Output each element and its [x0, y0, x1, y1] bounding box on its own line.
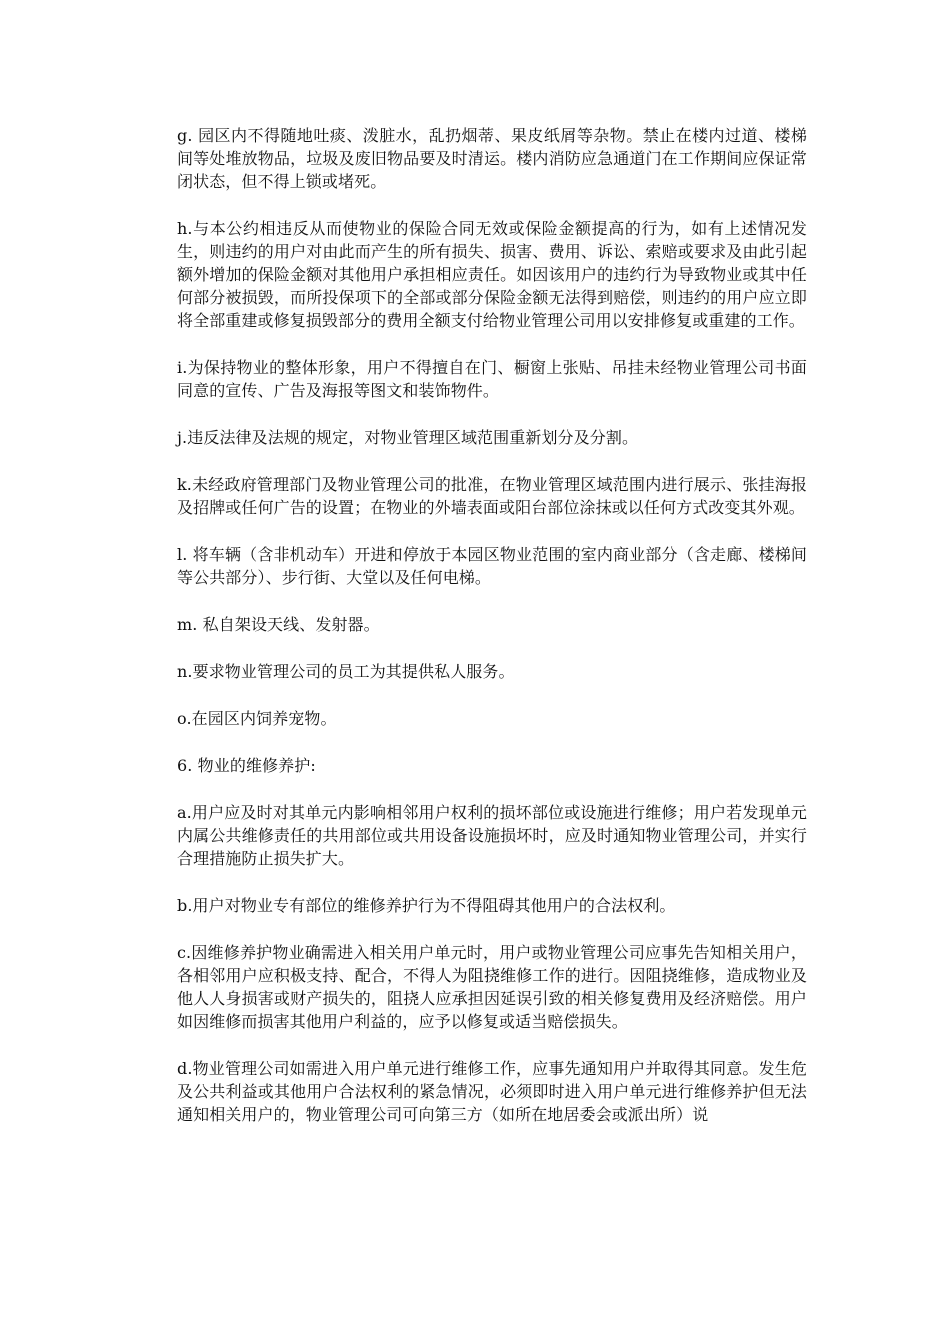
clause-h: h.与本公约相违反从而使物业的保险合同无效或保险金额提高的行为，如有上述情况发生，则违约的用户对由此而产生的所有损失、损害、费用、诉讼、索赔或要求及由此引起额外增加的保险金额对其他用户承担相应责任。如因该用户的违约行为导致物业或其中任何部分被损毁，而所投保项下的全部或部分保险金额无法得到赔偿，则违约的用户应立即将全部重建或修复损毁部分的费用全额支付给物业管理公司用以安排修复或重建的工作。 — [177, 219, 807, 330]
clause-l: l. 将车辆（含非机动车）开进和停放于本园区物业范围的室内商业部分（含走廊、楼梯间等公共部分）、步行街、大堂以及任何电梯。 — [177, 545, 807, 587]
clause-o: o.在园区内饲养宠物。 — [177, 709, 337, 728]
clause-j: j.违反法律及法规的规定，对物业管理区域范围重新划分及分割。 — [177, 428, 639, 447]
clause-k: k.未经政府管理部门及物业管理公司的批准，在物业管理区域范围内进行展示、张挂海报及招牌或任何广告的设置；在物业的外墙表面或阳台部位涂抹或以任何方式改变其外观。 — [177, 475, 807, 517]
clause-m: m. 私自架设天线、发射器。 — [177, 615, 380, 634]
clause-n: n.要求物业管理公司的员工为其提供私人服务。 — [177, 662, 515, 681]
maintenance-clause-d: d.物业管理公司如需进入用户单元进行维修工作，应事先通知用户并取得其同意。发生危及公共利益或其他用户合法权利的紧急情况，必须即时进入用户单元进行维修养护但无法通知相关用户的，物业管理公司可向第三方（如所在地居委会或派出所）说 — [177, 1059, 807, 1124]
maintenance-clause-c: c.因维修养护物业确需进入相关用户单元时，用户或物业管理公司应事先告知相关用户，各相邻用户应积极支持、配合，不得人为阻挠维修工作的进行。因阻挠维修，造成物业及他人人身损害或财产损失的，阻挠人应承担因延误引致的相关修复费用及经济赔偿。用户如因维修而损害其他用户利益的，应予以修复或适当赔偿损失。 — [177, 943, 807, 1031]
section-heading-maintenance: 6. 物业的维修养护: — [177, 756, 316, 775]
maintenance-clause-b: b.用户对物业专有部位的维修养护行为不得阻碍其他用户的合法权利。 — [177, 896, 676, 915]
clause-i: i.为保持物业的整体形象，用户不得擅自在门、橱窗上张贴、吊挂未经物业管理公司书面同意的宣传、广告及海报等图文和装饰物件。 — [177, 358, 807, 400]
clause-g: g. 园区内不得随地吐痰、泼脏水，乱扔烟蒂、果皮纸屑等杂物。禁止在楼内过道、楼梯间等处堆放物品，垃圾及废旧物品要及时清运。楼内消防应急通道门在工作期间应保证常闭状态，但不得上锁或堵死。 — [177, 126, 807, 191]
document-body — [177, 124, 807, 1150]
maintenance-clause-a: a.用户应及时对其单元内影响相邻用户权利的损坏部位或设施进行维修；用户若发现单元内属公共维修责任的共用部位或共用设备设施损坏时，应及时通知物业管理公司，并实行合理措施防止损失扩大。 — [177, 803, 807, 868]
